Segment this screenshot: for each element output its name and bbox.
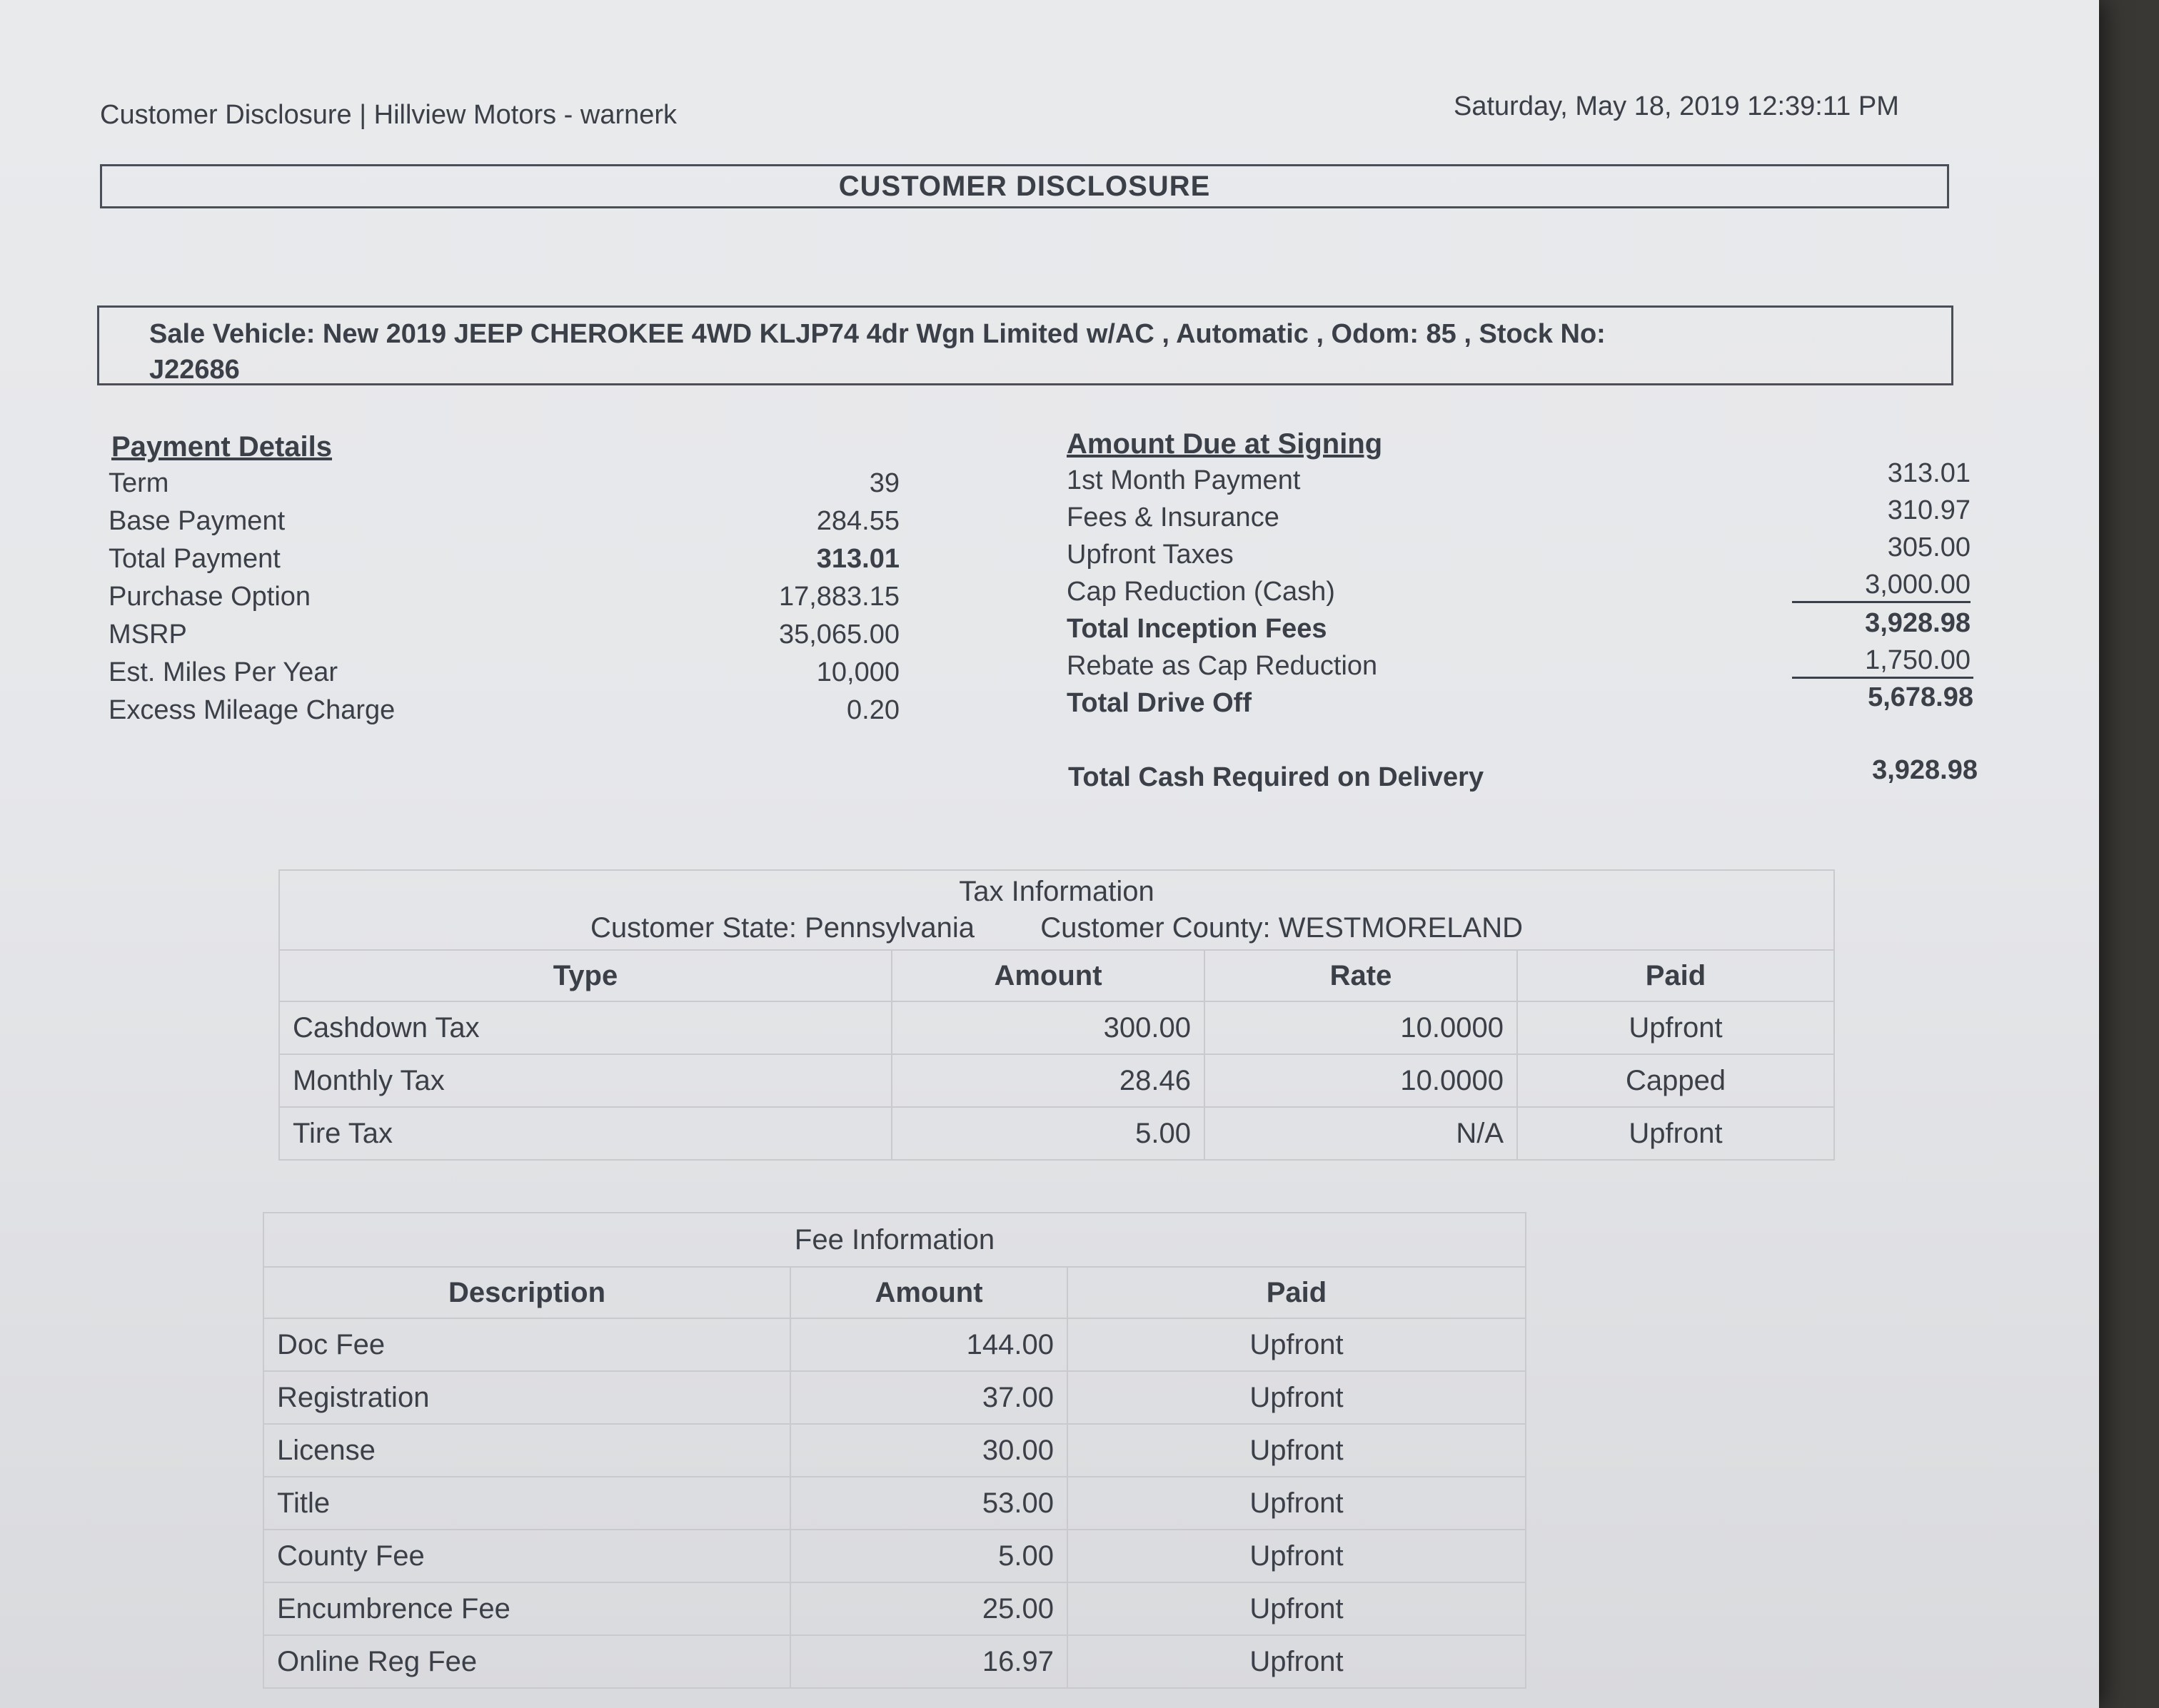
payment-label: Term (109, 468, 169, 498)
payment-label: Excess Mileage Charge (109, 695, 396, 725)
amount-due-label: Cap Reduction (Cash) (1067, 577, 1335, 607)
amount-due-value: 3,928.98 (1865, 608, 1971, 638)
payment-value: 284.55 (816, 506, 900, 536)
fee-col-amount: Amount (790, 1267, 1067, 1318)
fee-amount: 30.00 (790, 1424, 1067, 1477)
tax-rate: 10.0000 (1204, 1054, 1517, 1107)
customer-county: WESTMORELAND (1278, 912, 1524, 944)
amount-due-label: Upfront Taxes (1067, 540, 1234, 570)
table-row (263, 1635, 1526, 1688)
tax-table-caption (279, 870, 1834, 950)
table-row (279, 1054, 1834, 1107)
amount-due-value: 305.00 (1887, 532, 1971, 562)
header-left-text: Customer Disclosure | Hillview Motors - warnerk (100, 100, 678, 130)
vehicle-line-2: J22686 (149, 355, 240, 385)
payment-value: 0.20 (847, 695, 900, 725)
fee-col-paid: Paid (1067, 1267, 1526, 1318)
customer-county-label: Customer County: (1040, 912, 1271, 944)
fee-description: Registration (263, 1371, 790, 1424)
fee-amount: 16.97 (790, 1635, 1067, 1688)
tax-col-rate: Rate (1204, 950, 1517, 1001)
tax-type: Monthly Tax (279, 1054, 892, 1107)
fee-description: Online Reg Fee (263, 1635, 790, 1688)
amount-due-label: Fees & Insurance (1067, 502, 1279, 532)
table-row (263, 1530, 1526, 1582)
fee-description: Title (263, 1477, 790, 1530)
page-title-text: CUSTOMER DISCLOSURE (838, 170, 1211, 202)
payment-label: MSRP (109, 620, 187, 650)
payment-label: Total Payment (109, 544, 281, 574)
tax-rate: N/A (1204, 1107, 1517, 1160)
fee-description: Encumbrence Fee (263, 1582, 790, 1635)
customer-state: Pennsylvania (805, 912, 975, 944)
amount-due-label: Total Inception Fees (1067, 614, 1327, 644)
fee-paid: Upfront (1067, 1477, 1526, 1530)
tax-amount: 28.46 (892, 1054, 1204, 1107)
fee-description: County Fee (263, 1530, 790, 1582)
amount-due-value: 3,000.00 (1865, 570, 1971, 600)
vehicle-box (97, 305, 1953, 385)
tax-location (293, 912, 1821, 944)
fee-paid: Upfront (1067, 1530, 1526, 1582)
header-timestamp: Saturday, May 18, 2019 12:39:11 PM (1454, 91, 1899, 121)
table-row (279, 1107, 1834, 1160)
amount-due-heading: Amount Due at Signing (1067, 428, 1383, 460)
amount-due-value: 310.97 (1887, 495, 1971, 525)
payment-label: Est. Miles Per Year (109, 657, 338, 687)
payment-details-heading: Payment Details (111, 431, 333, 463)
tax-paid: Upfront (1517, 1001, 1834, 1054)
table-row (263, 1371, 1526, 1424)
fee-col-description: Description (263, 1267, 790, 1318)
fee-paid: Upfront (1067, 1582, 1526, 1635)
tax-type: Tire Tax (279, 1107, 892, 1160)
fee-amount: 5.00 (790, 1530, 1067, 1582)
payment-value: 17,883.15 (778, 582, 900, 612)
tax-paid: Capped (1517, 1054, 1834, 1107)
amount-due-label: Total Drive Off (1067, 688, 1252, 718)
fee-amount: 25.00 (790, 1582, 1067, 1635)
fee-table (263, 1212, 1526, 1689)
fee-paid: Upfront (1067, 1371, 1526, 1424)
amount-due-label: 1st Month Payment (1067, 465, 1301, 495)
amount-due-value: 313.01 (1887, 458, 1971, 488)
payment-label: Base Payment (109, 506, 286, 536)
subtotal-rule (1792, 601, 1971, 603)
tax-table (278, 869, 1835, 1161)
fee-table-title: Fee Information (263, 1213, 1526, 1267)
customer-state-label: Customer State: (590, 912, 797, 944)
tax-amount: 300.00 (892, 1001, 1204, 1054)
table-row (263, 1318, 1526, 1371)
fee-description: Doc Fee (263, 1318, 790, 1371)
tax-paid: Upfront (1517, 1107, 1834, 1160)
amount-due-value: 1,750.00 (1865, 645, 1971, 675)
tax-col-type: Type (279, 950, 892, 1001)
tax-col-amount: Amount (892, 950, 1204, 1001)
tax-rate: 10.0000 (1204, 1001, 1517, 1054)
payment-value: 35,065.00 (778, 620, 900, 650)
table-row (263, 1582, 1526, 1635)
tax-table-title: Tax Information (959, 876, 1154, 907)
total-cash-label: Total Cash Required on Delivery (1068, 762, 1484, 792)
subtotal-rule (1792, 677, 1973, 679)
payment-label: Purchase Option (109, 582, 311, 612)
payment-value: 313.01 (816, 544, 900, 574)
vehicle-line-1: Sale Vehicle: New 2019 JEEP CHEROKEE 4WD KLJP74 4dr Wgn Limited w/AC , Automatic , Odom: 85 , Stock No: (149, 319, 1606, 349)
table-row (263, 1424, 1526, 1477)
page-title (100, 164, 1949, 208)
fee-paid: Upfront (1067, 1318, 1526, 1371)
fee-paid: Upfront (1067, 1635, 1526, 1688)
fee-amount: 144.00 (790, 1318, 1067, 1371)
fee-amount: 53.00 (790, 1477, 1067, 1530)
tax-col-paid: Paid (1517, 950, 1834, 1001)
table-row (263, 1477, 1526, 1530)
payment-value: 10,000 (816, 657, 900, 687)
fee-paid: Upfront (1067, 1424, 1526, 1477)
fee-description: License (263, 1424, 790, 1477)
table-row (279, 1001, 1834, 1054)
payment-value: 39 (869, 468, 900, 498)
total-cash-value: 3,928.98 (1872, 755, 1978, 785)
fee-amount: 37.00 (790, 1371, 1067, 1424)
tax-type: Cashdown Tax (279, 1001, 892, 1054)
amount-due-value: 5,678.98 (1868, 682, 1973, 712)
tax-amount: 5.00 (892, 1107, 1204, 1160)
amount-due-label: Rebate as Cap Reduction (1067, 651, 1378, 681)
